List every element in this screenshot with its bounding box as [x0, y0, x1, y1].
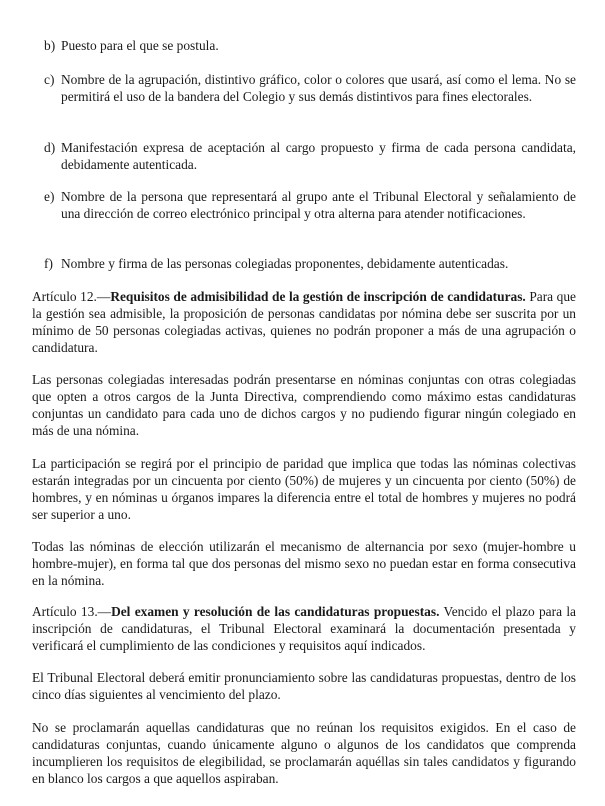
list-item-f [44, 255, 576, 272]
list-marker: b) [44, 38, 56, 53]
article-13-paragraph [32, 603, 576, 654]
article-12-text: Para que la gestión sea admisible, la proposición de personas candidatas por nómina debe ser suscrita por un mínimo de 50 personas colegiadas activas, quienes no podrán proponer a más de una agrupación o candidatura. [32, 289, 576, 355]
list-item-b [44, 37, 576, 54]
list-marker: d) [44, 140, 56, 155]
article-12-paragraph-4: Todas las nóminas de elección utilizarán el mecanismo de alternancia por sexo (mujer-hombre u hombre-mujer), en forma tal que dos personas del mismo sexo no puedan estar en forma consecutiva en la nómina. [32, 539, 576, 588]
list-marker: e) [44, 189, 55, 204]
article-13-heading: Del examen y resolución de las candidaturas propuestas. [111, 604, 440, 619]
article-12-paragraph [32, 288, 576, 356]
list-item-c [44, 71, 576, 105]
article-12-heading: Requisitos de admisibilidad de la gestión de inscripción de candidaturas. [110, 289, 526, 304]
list-item-text: Puesto para el que se postula. [61, 38, 219, 53]
list-item-e [44, 188, 576, 222]
list-item-text: Nombre y firma de las personas colegiadas proponentes, debidamente autenticadas. [61, 256, 509, 271]
list-item-d [44, 139, 576, 173]
article-13-paragraph-3: No se proclamarán aquellas candidaturas que no reúnan los requisitos exigidos. En el caso de candidaturas conjuntas, cuando únicamente alguno o algunos de los candidatos que comprenda incumplieren los requisitos de elegibilidad, se proclamarán aquéllas sin tales candidatos y figurando en blanco los cargos a que aquellos aspiraban. [32, 720, 576, 786]
article-13-text: Vencido el plazo para la inscripción de candidaturas, el Tribunal Electoral examinará la documentación presentada y verificará el cumplimiento de las condiciones y requisitos aquí indicados. [32, 604, 576, 653]
list-item-text: Nombre de la persona que representará al grupo ante el Tribunal Electoral y señalamiento de una dirección de correo electrónico principal y otra alterna para atender notificaciones. [61, 189, 576, 221]
article-13-label: Artículo 13.— [32, 604, 112, 619]
article-12-paragraph-3: La participación se regirá por el principio de paridad que implica que todas las nóminas colectivas estarán integradas por un cincuenta por ciento (50%) de mujeres y un cincuenta por ciento (50%) de hombres, y en nóminas u órganos impares la diferencia entre el total de hombres y mujeres no podrá ser superior a uno. [32, 456, 576, 522]
article-12-paragraph-2: Las personas colegiadas interesadas podrán presentarse en nóminas conjuntas con otras colegiadas que opten a otros cargos de la Junta Directiva, comprendiendo como máximo estas candidaturas conjuntas un candidato para cada uno de dichos cargos y no pudiendo figurar ningún colegiado en más de una nómina. [32, 372, 576, 438]
list-item-text: Manifestación expresa de aceptación al cargo propuesto y firma de cada persona candidata, debidamente autenticada. [61, 140, 576, 172]
article-13-paragraph-2: El Tribunal Electoral deberá emitir pronunciamiento sobre las candidaturas propuestas, dentro de los cinco días siguientes al vencimiento del plazo. [32, 670, 576, 702]
article-12-label: Artículo 12.— [32, 289, 111, 304]
list-marker: f) [44, 256, 53, 271]
list-item-text: Nombre de la agrupación, distintivo gráfico, color o colores que usará, así como el lema. No se permitirá el uso de la bandera del Colegio y sus demás distintivos para fines electorales. [61, 72, 576, 104]
list-marker: c) [44, 72, 55, 87]
